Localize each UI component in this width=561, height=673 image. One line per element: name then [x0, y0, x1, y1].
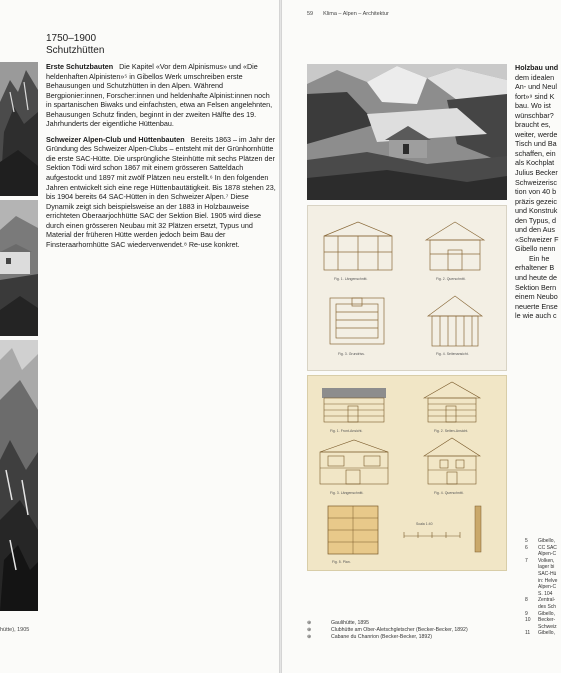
footnote — [525, 624, 561, 631]
body-line: wünschbar? — [515, 110, 554, 120]
footnote — [525, 538, 561, 545]
footnote-text: Gibello, — [538, 610, 555, 617]
fig-laengenschnitt — [318, 218, 398, 274]
body-line: fort»⁹ sind K — [515, 91, 555, 101]
paragraph-text: Die Kapitel «Vor dem Alpinismus» und «Die heldenhaften Alpinisten»⁵ in Gibellos Werk umschreiben erste Behausungen und Schutzhütten in den Alpen. Während Bergpionier:innen, Forscher:innen und heldenhafte Alpinist:innen noch in spartanischen Biwaks und einfachsten, etwa an Felsen angelehnten, Behausungen Schutz finden, beginnt in der zweiten Hälfte des 19. Jahrhunderts der eigentliche Hüttenbau. — [46, 62, 273, 129]
fig-front-ansicht — [318, 382, 390, 426]
photo-caption: hütte), 1905 — [0, 627, 30, 633]
body-line: Julius Becker — [515, 168, 558, 178]
scale-label: Scala 1:40 — [416, 522, 433, 526]
body-line: Gibello nenn — [515, 244, 556, 254]
paragraph-sac-huettenbauten — [46, 135, 276, 250]
glacier-hut-photo — [307, 64, 507, 200]
footnote-number: 9 — [525, 610, 528, 617]
body-line: und heute de — [515, 273, 557, 283]
body-line: und den Aus — [515, 225, 555, 235]
body-line: weiter, werde — [515, 129, 558, 139]
paragraph-lead: Schweizer Alpen-Club und Hüttenbauten — [46, 134, 185, 144]
body-line: schaffen, ein — [515, 148, 556, 158]
body-line: bau. Wo ist — [515, 101, 551, 111]
footnote — [525, 545, 561, 552]
caption-text: Clubhütte am Ober-Aletschgletscher (Becker-Becker, 1892) — [331, 627, 468, 633]
footnote-text: Gibello, — [538, 630, 555, 637]
body-line: Schweizerisc — [515, 177, 557, 187]
footnote-number: 10 — [525, 617, 531, 624]
footnote-number — [525, 564, 538, 571]
footnote-text: Volken, — [538, 557, 555, 564]
body-line: «Schweizer F — [515, 234, 559, 244]
fig-label: Fig. 2. Querschnitt. — [436, 277, 466, 281]
body-line: Sektion Bern — [515, 282, 557, 292]
body-line: erhaltener B — [515, 263, 555, 273]
body-line: dem idealen — [515, 72, 555, 82]
footnote-number: 11 — [525, 630, 531, 637]
body-line: Tisch und Ba — [515, 139, 557, 149]
footnote-number — [525, 591, 538, 598]
footnote-text: S. 104 — [538, 590, 553, 597]
footnote-text: Alpen-C — [538, 551, 557, 558]
caption-item — [307, 627, 468, 634]
left-page — [0, 0, 279, 673]
plans-sheet-gaulihuette — [307, 205, 507, 371]
caption-item — [307, 634, 468, 641]
section-subtitle: Schutzhütten — [46, 45, 105, 56]
footnote — [525, 604, 561, 611]
footnote-text: Schweiz — [538, 623, 557, 630]
footnotes — [525, 538, 561, 637]
footnote-text: Zentral- — [538, 597, 556, 604]
fig-seiten-ansicht — [420, 380, 484, 426]
fig-seitenansicht — [424, 294, 486, 348]
body-line: präzis gezeic — [515, 196, 557, 206]
fig-label: Fig. 1. Front-Ansicht. — [330, 429, 363, 433]
footnote-number: 5 — [525, 538, 528, 544]
body-line: braucht es, — [515, 120, 551, 130]
mountain-photo-top — [0, 62, 38, 196]
caption-marker: ⊕ — [307, 627, 312, 633]
footnote-text: Alpen-C — [538, 584, 557, 591]
footnote-number — [525, 578, 538, 585]
caption-marker: ⊕ — [307, 620, 312, 626]
footnote — [525, 611, 561, 618]
caption-text: Gaulihütte, 1895 — [331, 620, 370, 626]
footnote — [525, 551, 561, 558]
footnote-text: Becker- — [538, 617, 556, 624]
rocky-ridge-photo — [0, 340, 38, 611]
footnote — [525, 558, 561, 565]
fig-label: Fig. 3. Grundriss. — [338, 352, 365, 356]
body-line: und Konstruk — [515, 206, 558, 216]
footnote-number: 7 — [525, 557, 528, 564]
hut-photo-middle — [0, 200, 38, 336]
fig-label: Fig. 4. Querschnitt. — [434, 491, 464, 495]
footnote-number: 8 — [525, 597, 528, 604]
fig-label: Fig. 5. Plan. — [332, 560, 351, 564]
footnote-number — [525, 584, 538, 591]
footnote-number: 6 — [525, 544, 528, 551]
fig-grundriss — [328, 296, 386, 346]
plans-sheet-aletsch-chanrion — [307, 375, 507, 571]
body-text — [46, 62, 276, 255]
body-line: einem Neubo — [515, 292, 558, 302]
body-line: neuerte Ense — [515, 301, 558, 311]
paragraph-lead: Erste Schutzbauten — [46, 62, 114, 71]
body-line: Holzbau und — [515, 63, 559, 72]
footnote-number — [525, 604, 538, 611]
fig-label: Fig. 1. Längenschnitt. — [334, 277, 368, 281]
body-line: le wie auch c — [515, 311, 557, 321]
scale-bar — [402, 526, 462, 540]
fig-label: Fig. 4. Seitenansicht. — [436, 352, 469, 356]
fig-label: Fig. 2. Seiten-Ansicht. — [434, 429, 469, 433]
footnote — [525, 591, 561, 598]
fig-plan — [326, 504, 380, 556]
footnote-number — [525, 571, 538, 578]
body-text-cropped — [515, 63, 561, 321]
footnote — [525, 584, 561, 591]
chimney-detail — [474, 504, 482, 554]
caption-text: Cabane du Chanrion (Becker-Becker, 1892) — [331, 634, 432, 640]
footnote-number — [525, 551, 538, 558]
fig-querschnitt — [420, 218, 490, 274]
footnote — [525, 578, 561, 585]
fig-laengenschnitt-2 — [316, 438, 392, 488]
caption-marker: ⊕ — [307, 634, 312, 640]
footnote — [525, 630, 561, 637]
body-line: Ein he — [529, 253, 550, 263]
page-number: 59 — [307, 11, 314, 17]
fig-label: Fig. 3. Längenschnitt. — [330, 491, 364, 495]
footnote-number — [525, 624, 538, 631]
caption-item — [307, 620, 468, 627]
footnote — [525, 564, 561, 571]
body-line: als Kochplat — [515, 158, 555, 168]
body-line: tion von 40 b — [515, 187, 557, 197]
footnote-text: SAC-Hü — [538, 570, 557, 577]
section-title: 1750–1900 — [46, 33, 97, 44]
architectural-plans — [307, 205, 507, 571]
footnote — [525, 597, 561, 604]
footnote — [525, 571, 561, 578]
running-head-title: Klima – Alpen – Architektur — [323, 11, 389, 17]
right-page — [282, 0, 561, 673]
paragraph-erste-schutzbauten — [46, 62, 276, 129]
footnote-text: Gibello, — [538, 538, 555, 544]
fig-querschnitt-2 — [420, 436, 484, 488]
footnote-text: des Sch — [538, 603, 557, 610]
running-head — [307, 11, 389, 17]
body-line: An- und Neul — [515, 82, 557, 92]
body-line: den Typus, d — [515, 215, 557, 225]
footnote-text: in: Helve — [538, 577, 558, 584]
footnote-text: CC SAC — [538, 544, 557, 551]
paragraph-text: Bereits 1863 – im Jahr der Gründung des Schweizer Alpen-Clubs – entsteht mit der Grünhornhütte die erste SAC-Hütte. Die ursprüngliche Steinhütte mit sechs Plätzen der Sektion Tödi wird schon 1867 mit einem grösseren Satteldach aufgestockt und 1897 mit zwölf Plätzen neu erstellt.⁶ In den folgenden Jahren entwickelt sich eine rege Hüttenbautätigkeit. Bis 1878 stehen 23, bis 1904 bereits 64 SAC-Hütten in den Schweizer Alpen.⁷ Diese Dynamik zeigt sich beispielsweise an der 1883 in Holzbauweise errichteten Oberaarjochhütte SAC der Sektion Biel. 1905 wird diese durch einen grösseren Neubau mit 32 Plätzen ersetzt, Typus und Material der früheren Hütte werden jedoch beim Bau der Finsteraarhornhütte SAC wiederverwendet.⁸ Re-use konkret. — [46, 134, 276, 249]
footnote-text: lager bi — [538, 564, 555, 571]
image-captions — [307, 620, 468, 641]
footnote — [525, 617, 561, 624]
